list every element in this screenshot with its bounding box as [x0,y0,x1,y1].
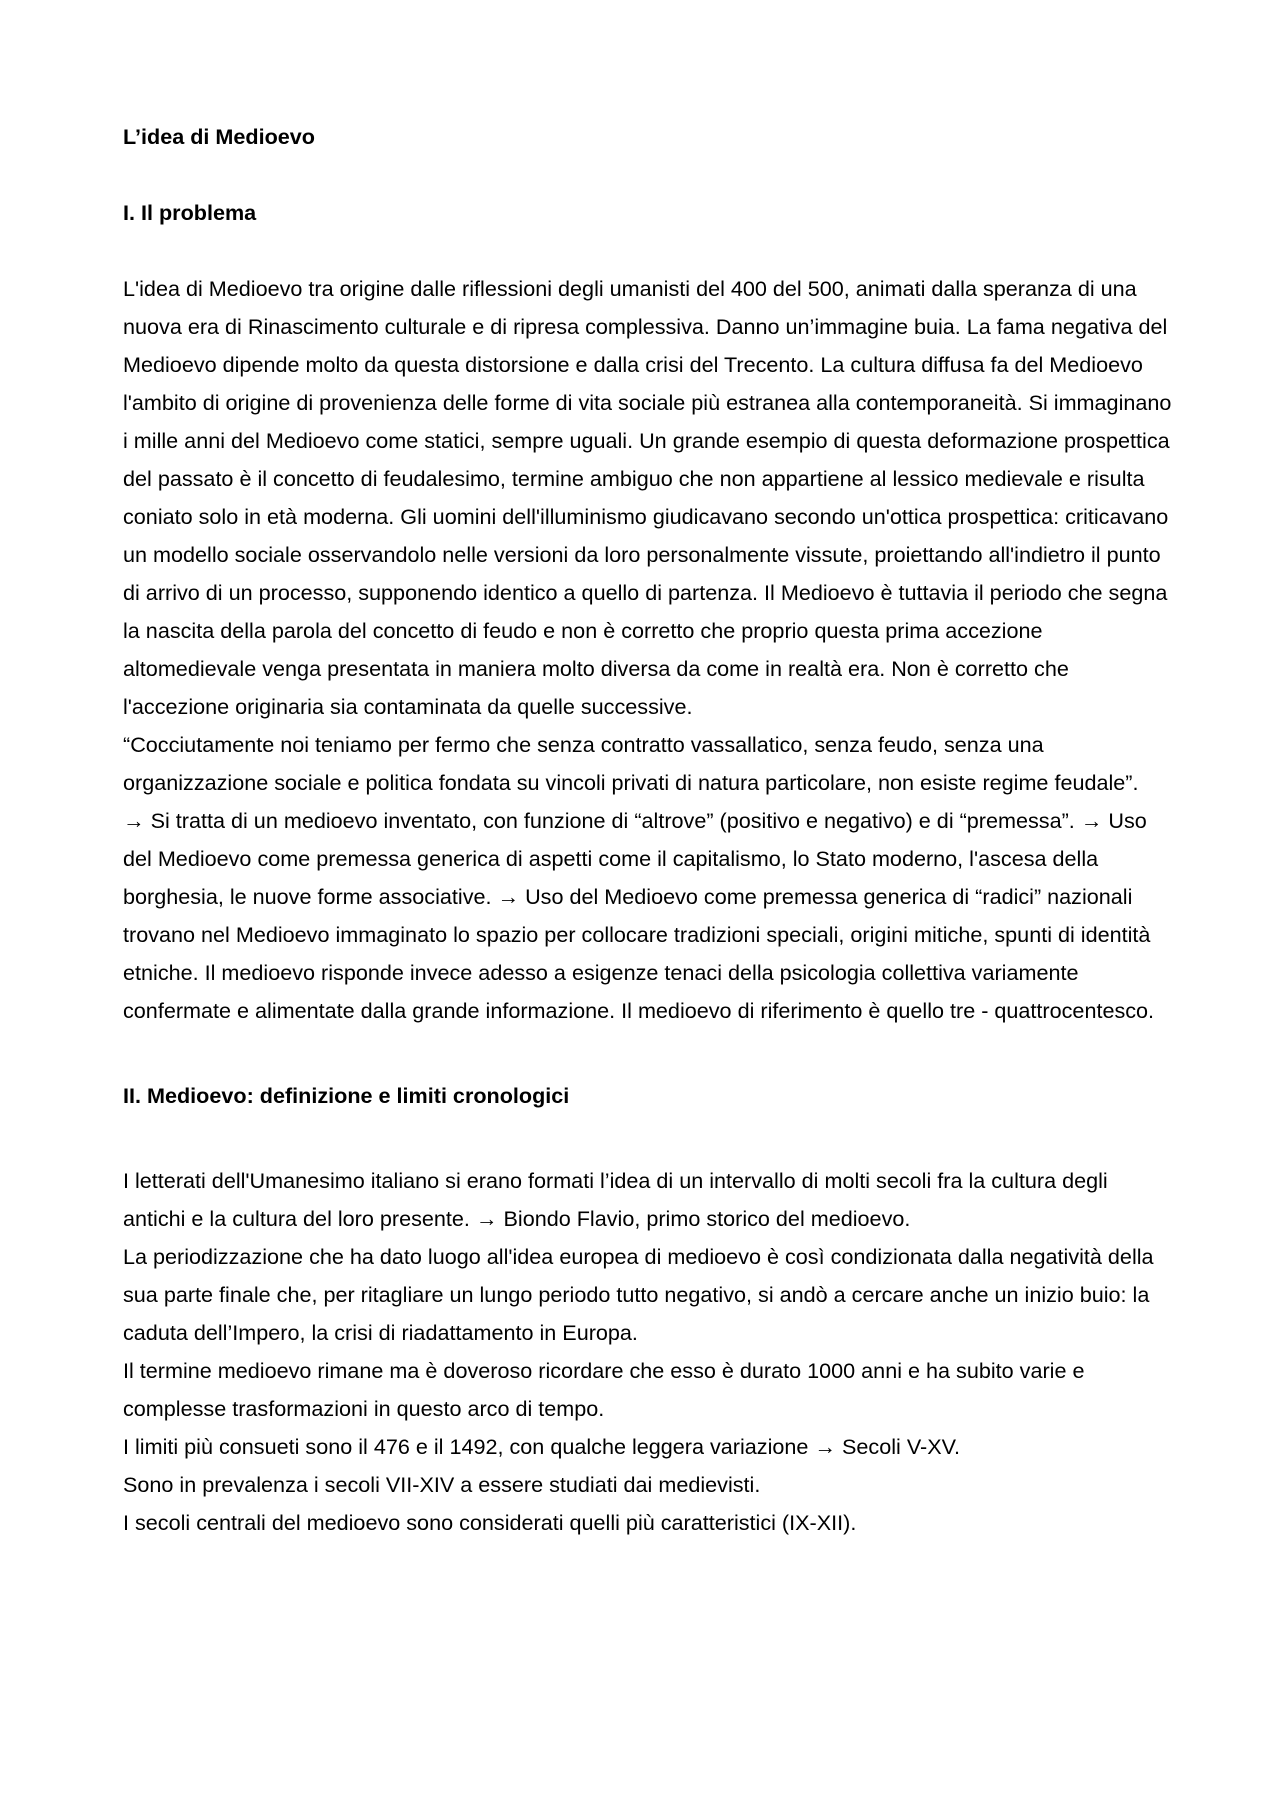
paragraph: La periodizzazione che ha dato luogo all'idea europea di medioevo è così condizionata dalla negatività della sua parte finale che, per ritagliare un lungo periodo tutto negativo, si andò a cercare anche un inizio buio: la caduta dell’Impero, la crisi di riadattamento in Europa. [123,1244,1154,1345]
paragraph-quote: “Cocciutamente noi teniamo per fermo che senza contratto vassallatico, senza feudo, senza una organizzazione sociale e politica fondata su vincoli privati di natura particolare, non esiste regime feudale”. [123,732,1139,795]
section-heading-problema: I. Il problema [123,200,257,225]
paragraph: I letterati dell'Umanesimo italiano si erano formati l’idea di un intervallo di molti secoli fra la cultura degli antichi e la cultura del loro presente. → Biondo Flavio, primo storico del medioevo. [123,1168,1108,1231]
section-heading-definizione: II. Medioevo: definizione e limiti cronologici [123,1083,570,1108]
paragraph: Il termine medioevo rimane ma è doveroso ricordare che esso è durato 1000 anni e ha subito varie e complesse trasformazioni in questo arco di tempo. [123,1358,1085,1421]
section-body-definizione [123,1162,1173,1542]
paragraph: → Si tratta di un medioevo inventato, con funzione di “altrove” (positivo e negativo) e di “premessa”. → Uso del Medioevo come premessa generica di aspetti come il capitalismo, lo Stato moderno, l'ascesa della borghesia, le nuove forme associative. → Uso del Medioevo come premessa generica di “radici” nazionali trovano nel Medioevo immaginato lo spazio per collocare tradizioni speciali, origini mitiche, spunti di identità etniche. Il medioevo risponde invece adesso a esigenze tenaci della psicologia collettiva variamente confermate e alimentate dalla grande informazione. Il medioevo di riferimento è quello tre - quattrocentesco. [123,808,1155,1023]
section-body-problema [123,270,1173,1030]
paragraph: Sono in prevalenza i secoli VII-XIV a essere studiati dai medievisti. [123,1472,761,1497]
document-content [123,118,1173,1542]
paragraph: L'idea di Medioevo tra origine dalle riflessioni degli umanisti del 400 del 500, animati dalla speranza di una nuova era di Rinascimento culturale e di ripresa complessiva. Danno un’immagine buia. La fama negativa del Medioevo dipende molto da questa distorsione e dalla crisi del Trecento. La cultura diffusa fa del Medioevo l'ambito di origine di provenienza delle forme di vita sociale più estranea alla contemporaneità. Si immaginano i mille anni del Medioevo come statici, sempre uguali. Un grande esempio di questa deformazione prospettica del passato è il concetto di feudalesimo, termine ambiguo che non appartiene al lessico medievale e risulta coniato solo in età moderna. Gli uomini dell'illuminismo giudicavano secondo un'ottica prospettica: criticavano un modello sociale osservandolo nelle versioni da loro personalmente vissute, proiettando all'indietro il punto di arrivo di un processo, supponendo identico a quello di partenza. Il Medioevo è tuttavia il periodo che segna la nascita della parola del concetto di feudo e non è corretto che proprio questa prima accezione altomedievale venga presentata in maniera molto diversa da come in realtà era. Non è corretto che l'accezione originaria sia contaminata da quelle successive. [123,276,1172,719]
paragraph: I limiti più consueti sono il 476 e il 1492, con qualche leggera variazione → Secoli V-XV. [123,1434,961,1459]
document-title: L’idea di Medioevo [123,124,315,149]
paragraph: I secoli centrali del medioevo sono considerati quelli più caratteristici (IX-XII). [123,1510,857,1535]
